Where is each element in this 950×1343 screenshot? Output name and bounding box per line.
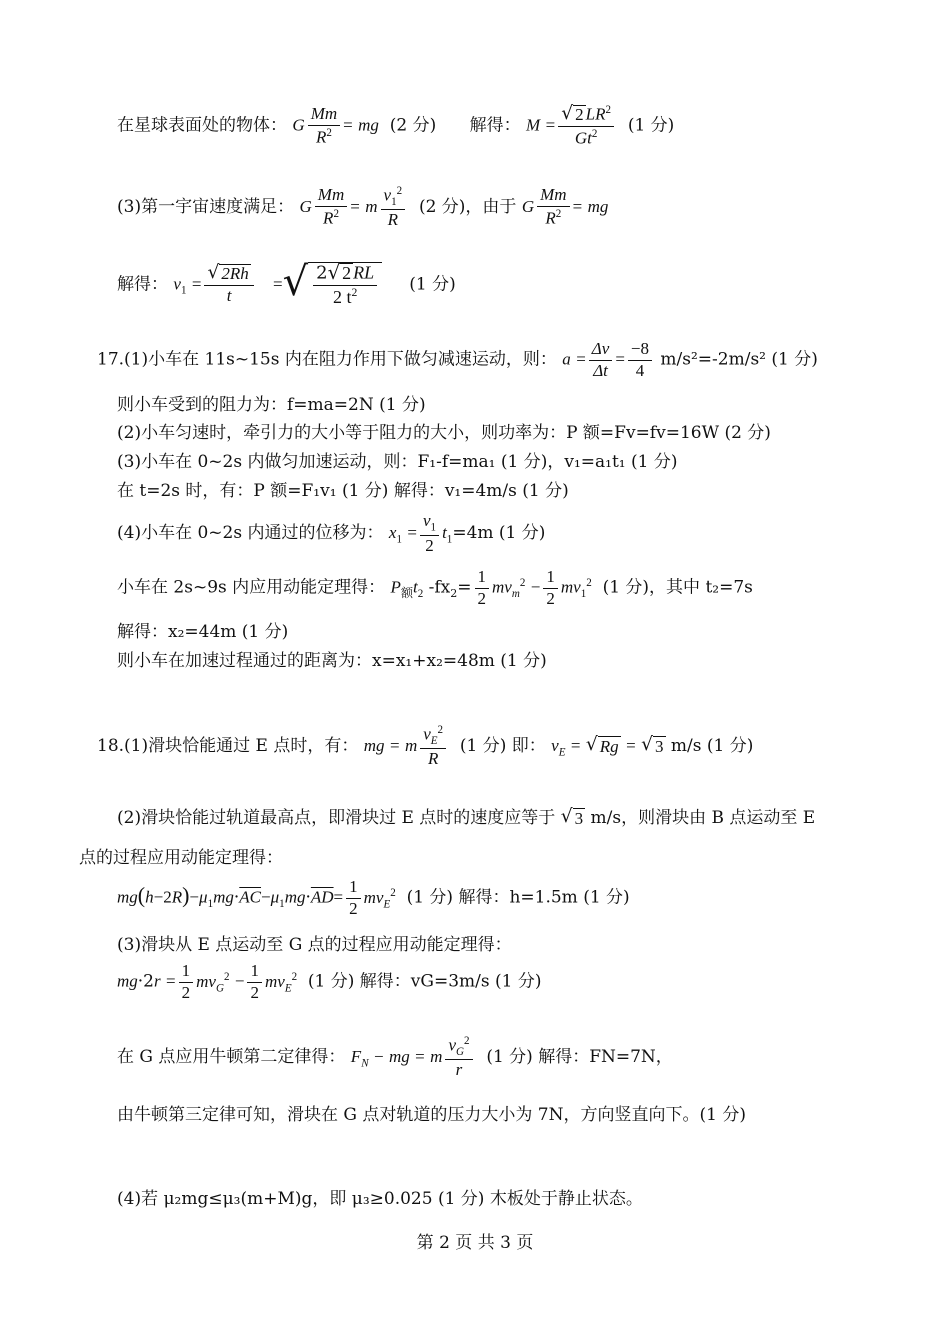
q18-energy-equation-vg: mg·2r = $\frac{1}{2}$ $mv_G^2$ − $\frac{1}{2}$ $mv_E^2$ (1 分) 解得：vG=3m/s (1 分) — [117, 961, 542, 1002]
formula-line-v1-result: 解得： $v_1$ = √ 2Rh t = √ 2 √ 2 RL 2 $t^2$ (1 分) — [117, 259, 456, 307]
q18-line-apply-theorem: 点的过程应用动能定理得： — [79, 848, 283, 868]
page-footer: 第 2 页 共 3 页 — [416, 1233, 534, 1253]
q17-line-resistance: 则小车受到的阻力为：f=ma=2N (1 分) — [117, 395, 426, 415]
formula-line-surface-object: 在星球表面处的物体： G $\frac{Mm}{R^2}$ = mg (2 分) 解得： M = √ 2 $LR^2$ Gt$^2$ (1 分) — [117, 103, 675, 148]
q18-line-board-static: (4)若 μ₂mg≤μ₃(m+M)g，即 μ₃≥0.025 (1 分) 木板处于静止状态。 — [117, 1189, 643, 1209]
formula-line-first-cosmic-velocity: (3)第一宇宙速度满足： G $\frac{Mm}{R^2}$ = m $\frac{v_1^2}{R}$ (2 分)，由于 G $\frac{Mm}{R^2}$ = mg — [117, 185, 609, 230]
q18-point-e-line: 18.(1)滑块恰能通过 E 点时，有： mg = m $\frac{v_E^2}{R}$ (1 分) 即： $v_E$ = √ Rg = √ 3 m/s (1 分) — [97, 724, 754, 769]
q18-energy-equation-h: $mg(h-2R)-\mu_1mg\cdot\overline{AC}-\mu_1mg\cdot\overline{AD}=$ $\frac{1}{2}$ $mv_E^2$ (1 分) 解得：h=1.5m (1 分) — [117, 877, 630, 918]
q18-newton-second-law: 在 G 点应用牛顿第二定律得： $F_N$ − mg = m $\frac{v_G^2}{r}$ (1 分) 解得：FN=7N， — [117, 1035, 673, 1080]
q17-line-power: (2)小车匀速时，牵引力的大小等于阻力的大小，则功率为：P 额=Fv=fv=16W (2 分) — [117, 423, 771, 443]
q18-highest-point-line: (2)滑块恰能过轨道最高点，即滑块过 E 点时的速度应等于 √ 3 m/s，则滑块由 B 点运动至 E — [117, 806, 816, 829]
q17-line-total-distance: 则小车在加速过程通过的距离为：x=x₁+x₂=48m (1 分) — [117, 651, 547, 671]
q18-line-e-to-g: (3)滑块从 E 点运动至 G 点的过程应用动能定理得： — [117, 935, 512, 955]
q17-line-uniform-accel: (3)小车在 0~2s 内做匀加速运动，则：F₁-f=ma₁ (1 分)，v₁=a₁t₁ (1 分) — [117, 452, 678, 472]
q17-acceleration-line: 17.(1)小车在 11s~15s 内在阻力作用下做匀减速运动，则： a = $\frac{\Delta v}{\Delta t}$ = $\frac{-8}{4}$ m/s²=-2m/s² (1 分) — [97, 339, 818, 380]
q17-line-at-t2: 在 t=2s 时，有：P 额=F₁v₁ (1 分) 解得：v₁=4m/s (1 分) — [117, 481, 569, 501]
q17-line-x2: 解得：x₂=44m (1 分) — [117, 622, 289, 642]
q18-line-newton-third: 由牛顿第三定律可知，滑块在 G 点对轨道的压力大小为 7N，方向竖直向下。(1 分) — [117, 1105, 746, 1125]
q17-displacement-line: (4)小车在 0~2s 内通过的位移为： $x_1$ = $\frac{v_1}{2}$ $t_1=4m$ (1 分) — [117, 511, 546, 555]
q17-work-energy-line: 小车在 2s~9s 内应用动能定理得： $P_额t_2$ $-fx_2=$ $\frac{1}{2}$ $mv_m^2$ − $\frac{1}{2}$ $mv_1^2$ (1 分)，其中 t₂=7s — [117, 567, 753, 608]
